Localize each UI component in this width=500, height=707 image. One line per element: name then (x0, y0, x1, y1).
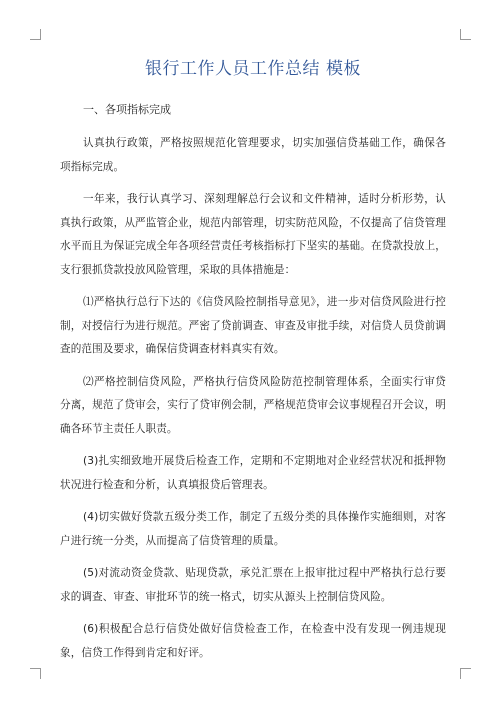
document-title: 银行工作人员工作总结 模板 (145, 59, 361, 79)
section-heading: 一、各项指标完成 (83, 103, 171, 116)
paragraph-item-4: (4)切实做好贷款五级分类工作，制定了五级分类的具体操作实施细则，对客户进行统一分类，从而提高了信贷管理的质量。 (60, 511, 446, 547)
crop-mark-bottom-left (30, 668, 41, 679)
paragraph-item-1: ⑴严格执行总行下达的《信贷风险控制指导意见》，进一步对信贷风险进行控制，对授信行为进行规范。严密了贷前调查、审查及审批手续，对信贷人员贷前调查的范围及要求，确保信贷调查材料真实有效。 (60, 296, 446, 355)
paragraph-item-5: (5)对流动资金贷款、贴现贷款，承兑汇票在上报审批过程中严格执行总行要求的调查、审查、审批环节的统一格式，切实从源头上控制信贷风险。 (60, 567, 446, 603)
crop-mark-top-left (30, 29, 41, 40)
crop-mark-top-right (460, 29, 471, 40)
crop-mark-bottom-right (460, 668, 471, 679)
paragraph-summary: 一年来，我行认真学习、深刻理解总行会议和文件精神，适时分析形势，认真执行政策，从严监管企业，规范内部管理，切实防范风险，不仅提高了信贷管理水平而且为保证完成全年各项经营责任考核指标打下坚实的基础。在贷款投放上，支行狠抓贷款投放风险管理，采取的具体措施是： (60, 193, 446, 276)
document-page (60, 58, 446, 674)
paragraph-intro: 认真执行政策，严格按照规范化管理要求，切实加强信贷基础工作，确保各项指标完成。 (60, 137, 446, 173)
paragraph-item-3: (3)扎实细致地开展贷后检查工作，定期和不定期地对企业经营状况和抵押物状况进行检查和分析，认真填报贷后管理表。 (60, 455, 446, 491)
paragraph-item-6: (6)积极配合总行信贷处做好信贷检查工作，在检查中没有发现一例违规现象，信贷工作得到肯定和好评。 (60, 623, 446, 659)
paragraph-item-2: ⑵严格控制信贷风险，严格执行信贷风险防范控制管理体系，全面实行审贷分离，规范了贷审会，实行了贷审例会制，严格规范贷审会议事规程召开会议，明确各环节主责任人职责。 (60, 375, 446, 435)
